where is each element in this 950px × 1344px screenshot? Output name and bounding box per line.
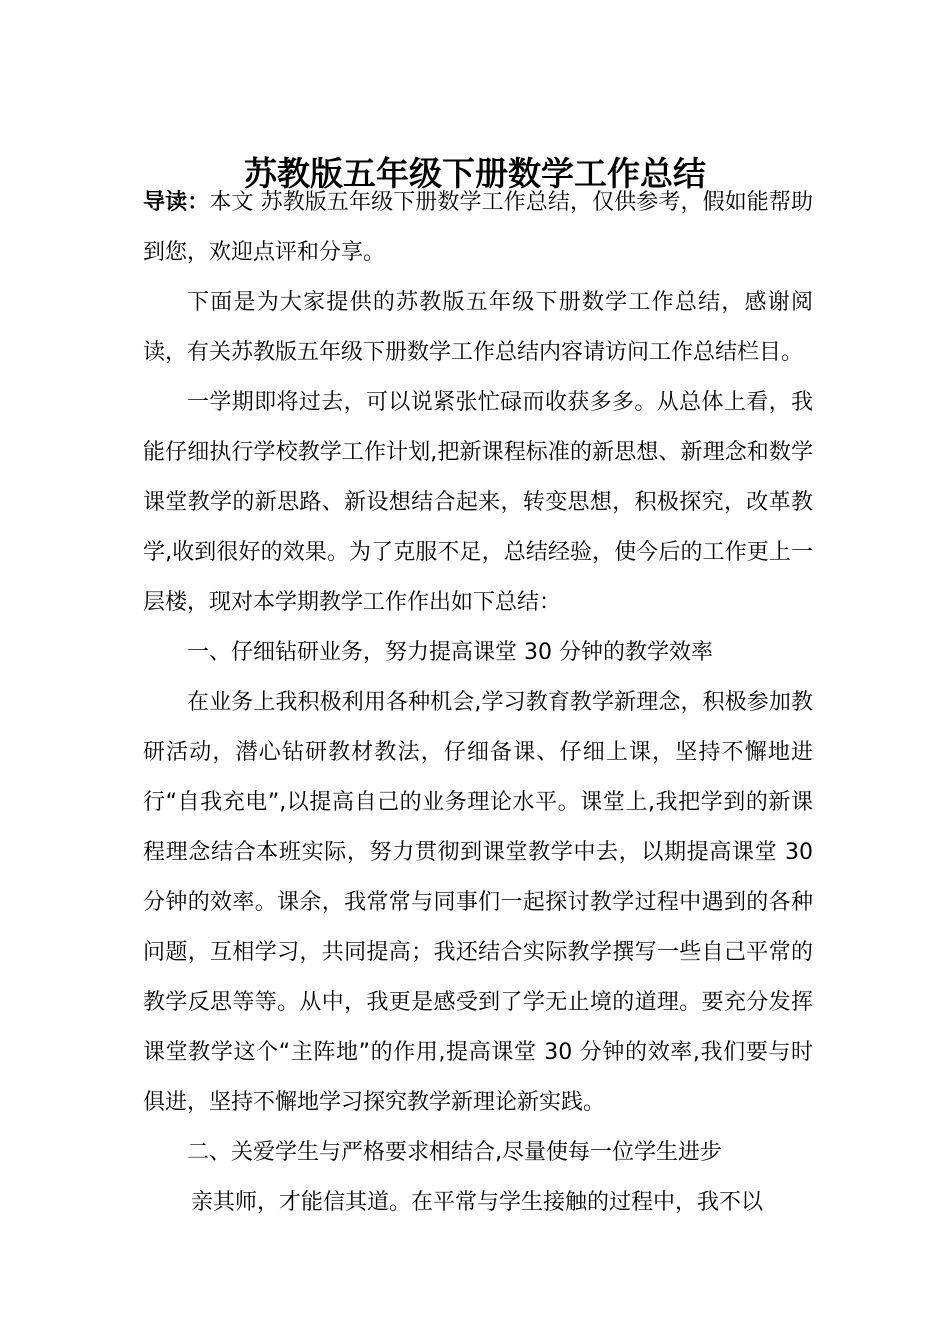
section-heading-2: 二、关爱学生与严格要求相结合,尽量使每一位学生进步 bbox=[187, 1140, 722, 1165]
paragraph-intro: 下面是为大家提供的苏教版五年级下册数学工作总结，感谢阅读，有关苏教版五年级下册数学工作总结内容请访问工作总结栏目。 bbox=[143, 290, 813, 365]
lead-label: 导读： bbox=[143, 190, 210, 215]
lead-paragraph bbox=[143, 178, 813, 278]
document-body bbox=[143, 178, 813, 1228]
paragraph-section-2: 亲其师，才能信其道。在平常与学生接触的过程中，我不以 bbox=[191, 1190, 764, 1215]
lead-text: 本文 苏教版五年级下册数学工作总结，仅供参考，假如能帮助到您，欢迎点评和分享。 bbox=[143, 190, 813, 265]
paragraph-section-1: 在业务上我积极利用各种机会,学习教育教学新理念，积极参加教研活动，潜心钻研教材教法，仔细备课、仔细上课，坚持不懈地进行“自我充电”,以提高自己的业务理论水平。课堂上,我把学到的新课程理念结合本班实际，努力贯彻到课堂教学中去，以期提高课堂 30 分钟的效率。课余，我常常与同事们一起探讨教学过程中遇到的各种问题，互相学习，共同提高；我还结合实际教学撰写一些自己平常的教学反思等等。从中，我更是感受到了学无止境的道理。要充分发挥课堂教学这个“主阵地”的作用,提高课堂 30 分钟的效率,我们要与时俱进，坚持不懈地学习探究教学新理论新实践。 bbox=[143, 690, 813, 1115]
paragraph-overview: 一学期即将过去，可以说紧张忙碌而收获多多。从总体上看，我能仔细执行学校教学工作计划,把新课程标准的新思想、新理念和数学课堂教学的新思路、新设想结合起来，转变思想，积极探究，改革教学,收到很好的效果。为了克服不足，总结经验，使今后的工作更上一层楼，现对本学期教学工作作出如下总结： bbox=[143, 390, 813, 615]
document-title: 苏教版五年级下册数学工作总结 bbox=[244, 154, 706, 194]
section-heading-1: 一、仔细钻研业务，努力提高课堂 30 分钟的教学效率 bbox=[187, 640, 713, 665]
